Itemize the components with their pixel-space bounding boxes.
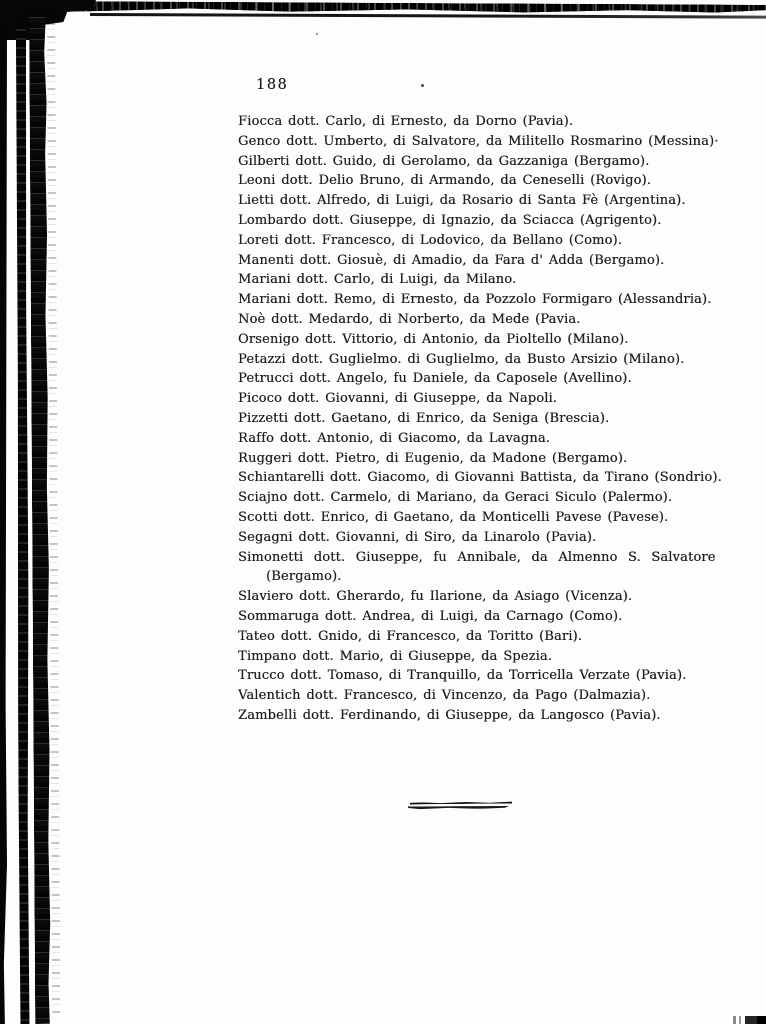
entry-line: Zambelli dott. Ferdinando, di Giuseppe, da Langosco (Pavia). bbox=[238, 707, 661, 723]
entry-line: Manenti dott. Giosuè, di Amadio, da Fara d' Adda (Bergamo). bbox=[238, 252, 665, 268]
entry-line: Picoco dott. Giovanni, di Giuseppe, da Napoli. bbox=[238, 391, 558, 407]
entry-line: Timpano dott. Mario, di Giuseppe, da Spezia. bbox=[238, 648, 553, 664]
scan-bottom-right-marks bbox=[733, 1016, 766, 1024]
entry-line: Trucco dott. Tomaso, di Tranquillo, da Torricella Verzate (Pavia). bbox=[238, 668, 687, 684]
scan-gutter-stripe bbox=[0, 28, 7, 1024]
scan-gutter-fuzz bbox=[47, 10, 60, 1014]
entry-line: Slaviero dott. Gherardo, fu Ilarione, da Asiago (Vicenza). bbox=[238, 589, 633, 605]
entry-line: Raffo dott. Antonio, di Giacomo, da Lavagna. bbox=[238, 430, 551, 446]
entry-line: Gilberti dott. Guido, di Gerolamo, da Gazzaniga (Bergamo). bbox=[238, 153, 650, 169]
scan-top-edge-line bbox=[90, 13, 766, 19]
entry-line: (Bergamo). bbox=[266, 569, 342, 585]
entry-line: Ruggeri dott. Pietro, di Eugenio, da Madone (Bergamo). bbox=[238, 450, 628, 466]
entry-line: Lietti dott. Alfredo, di Luigi, da Rosario di Santa Fè (Argentina). bbox=[238, 193, 686, 209]
entry-line: Petrucci dott. Angelo, fu Daniele, da Caposele (Avellino). bbox=[238, 371, 632, 387]
entry-line: Simonetti dott. Giuseppe, fu Annibale, da Almenno S. Salvatore bbox=[238, 549, 716, 565]
entry-line: Sciajno dott. Carmelo, di Mariano, da Geraci Siculo (Palermo). bbox=[238, 490, 673, 506]
entry-line: Mariani dott. Carlo, di Luigi, da Milano. bbox=[238, 272, 517, 288]
section-rule-bottom bbox=[408, 806, 509, 810]
entry-line: Lombardo dott. Giuseppe, di Ignazio, da Sciacca (Agrigento). bbox=[238, 212, 662, 228]
section-rule-top bbox=[410, 801, 512, 804]
entry-line: Noè dott. Medardo, di Norberto, da Mede (Pavia. bbox=[238, 311, 581, 327]
scan-gutter-stripe bbox=[15, 22, 30, 1024]
entry-line: Pizzetti dott. Gaetano, di Enrico, da Seniga (Brescia). bbox=[238, 410, 610, 426]
entry-line: Petazzi dott. Guglielmo. di Guglielmo, da Busto Arsizio (Milano). bbox=[238, 351, 685, 367]
entry-line: Segagni dott. Giovanni, di Siro, da Linarolo (Pavia). bbox=[238, 529, 597, 545]
entry-line: Sommaruga dott. Andrea, di Luigi, da Carnago (Como). bbox=[238, 608, 623, 624]
entry-line: Genco dott. Umberto, di Salvatore, da Militello Rosmarino (Messina)· bbox=[238, 133, 719, 149]
entry-line: Scotti dott. Enrico, di Gaetano, da Monticelli Pavese (Pavese). bbox=[238, 509, 669, 525]
entry-line: Fiocca dott. Carlo, di Ernesto, da Dorno (Pavia). bbox=[238, 114, 574, 129]
page-number: 188 bbox=[256, 77, 289, 93]
entry-line: Valentich dott. Francesco, di Vincenzo, da Pago (Dalmazia). bbox=[238, 688, 651, 704]
graduate-name-list bbox=[238, 112, 738, 726]
scan-speck bbox=[421, 84, 424, 87]
entry-line: Loreti dott. Francesco, di Lodovico, da Bellano (Como). bbox=[238, 232, 623, 248]
entry-line: Mariani dott. Remo, di Ernesto, da Pozzolo Formigaro (Alessandria). bbox=[238, 292, 712, 308]
entry-line: Orsenigo dott. Vittorio, di Antonio, da Pioltello (Milano). bbox=[238, 331, 629, 347]
entry-line: Schiantarelli dott. Giacomo, di Giovanni Battista, da Tirano (Sondrio). bbox=[238, 470, 722, 486]
entry-line: Tateo dott. Gnido, di Francesco, da Toritto (Bari). bbox=[238, 628, 583, 644]
scan-speck bbox=[316, 33, 318, 35]
entry-line: Leoni dott. Delio Bruno, di Armando, da Ceneselli (Rovigo). bbox=[238, 173, 652, 189]
